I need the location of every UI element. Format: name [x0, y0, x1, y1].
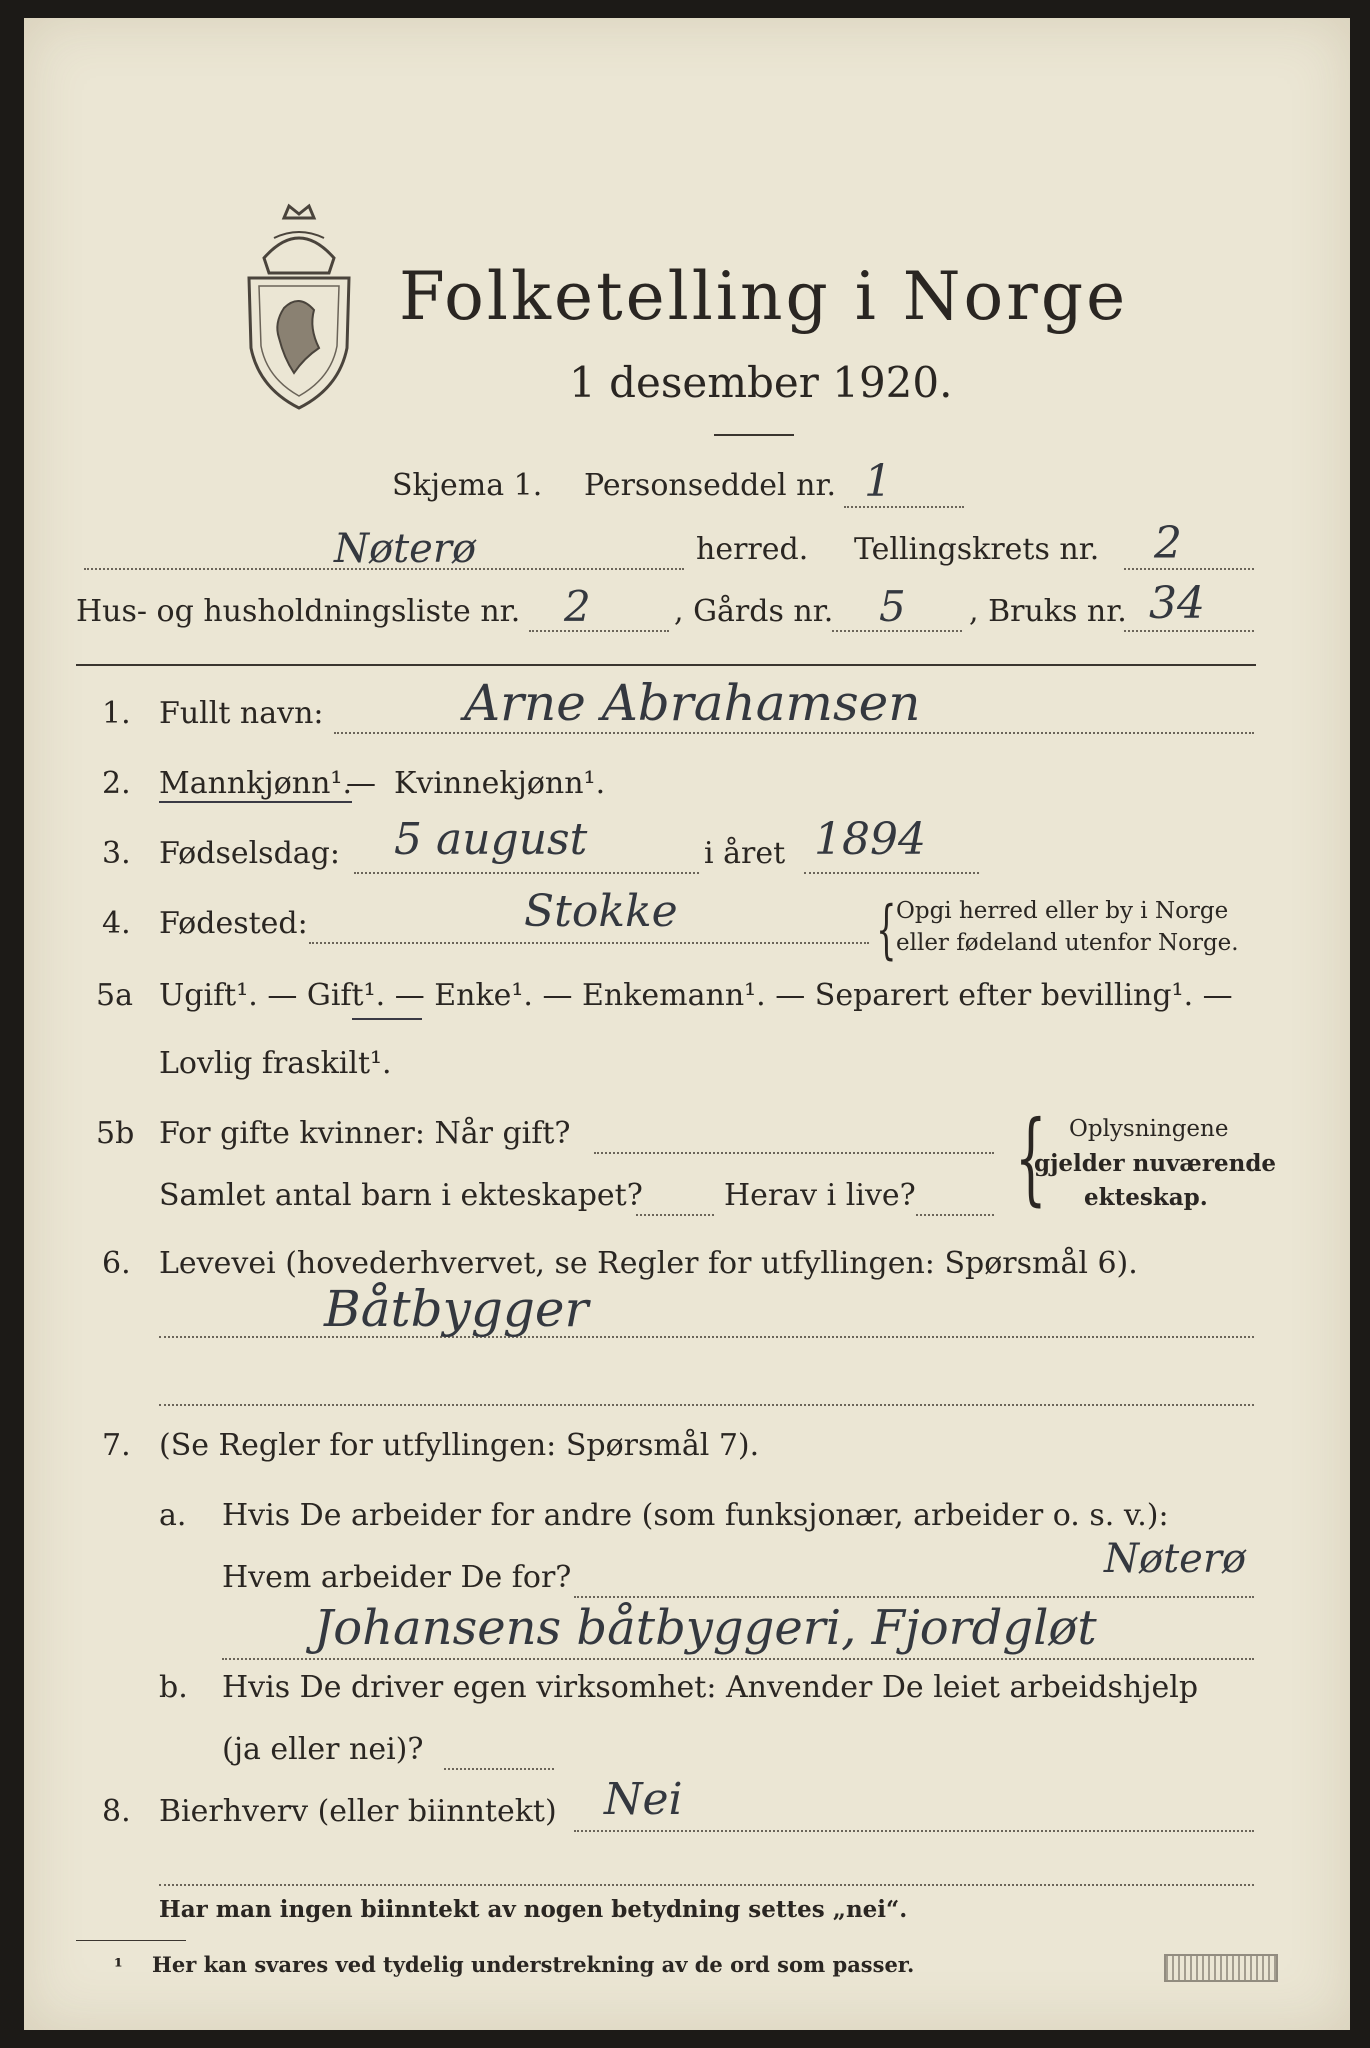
- q3-line: [354, 872, 699, 874]
- q4-brace: {: [876, 893, 897, 967]
- q3-label: Fødselsdag:: [159, 836, 340, 871]
- q8-number: 8.: [102, 1794, 131, 1829]
- footer-note: Har man ingen biinntekt av nogen betydning settes „nei“.: [159, 1896, 908, 1923]
- q7-number: 7.: [102, 1428, 131, 1463]
- herred-value[interactable]: Nøterø: [334, 526, 477, 572]
- q5b-label-1: For gifte kvinner: Når gift?: [159, 1116, 571, 1151]
- q3-year-label: i året: [704, 836, 786, 871]
- q3-birth-day[interactable]: 5 august: [394, 814, 588, 865]
- q7a-line-2: Hvem arbeider De for?: [222, 1560, 572, 1595]
- q7a-answer-line-1: [574, 1596, 1254, 1598]
- footnote-text: Her kan svares ved tydelig understrekning av de ord som passer.: [152, 1952, 915, 1977]
- q1-line: [334, 732, 1254, 734]
- q1-number: 1.: [102, 696, 131, 731]
- header-divider: [76, 664, 1256, 666]
- census-form: [24, 18, 1350, 2030]
- q8-side-income[interactable]: Nei: [604, 1774, 683, 1825]
- q4-number: 4.: [102, 906, 131, 941]
- q5a-number: 5a: [96, 978, 133, 1013]
- form-title: Folketelling i Norge: [399, 258, 1129, 335]
- q5b-number: 5b: [96, 1116, 135, 1151]
- q7b-line-2: (ja eller nei)?: [222, 1732, 424, 1767]
- herred-label: herred.: [696, 532, 809, 567]
- q6-occupation[interactable]: Båtbygger: [324, 1280, 589, 1338]
- q3-number: 3.: [102, 836, 131, 871]
- q5b-line-1: [594, 1152, 994, 1154]
- tellingskrets-label: Tellingskrets nr.: [854, 532, 1100, 567]
- q7a-employer-place[interactable]: Nøterø: [1104, 1536, 1247, 1582]
- q2-male[interactable]: Mannkjønn¹.: [159, 766, 352, 801]
- q6-label: Levevei (hovederhvervet, se Regler for utfyllingen: Spørsmål 6).: [159, 1246, 1138, 1281]
- q5b-label-3: Herav i live?: [724, 1178, 916, 1213]
- q7b-answer-line: [444, 1768, 554, 1770]
- husliste-value[interactable]: 2: [564, 582, 591, 631]
- q5a-options-cont[interactable]: Lovlig fraskilt¹.: [159, 1046, 392, 1081]
- q5b-note-1: Oplysningene: [1069, 1116, 1229, 1142]
- q7a-letter: a.: [159, 1498, 187, 1533]
- q3-year-line: [804, 872, 979, 874]
- q5b-note-2: gjelder nuværende: [1034, 1150, 1277, 1177]
- q7a-line-1: Hvis De arbeider for andre (som funksjonær, arbeider o. s. v.):: [222, 1498, 1169, 1533]
- q4-line: [309, 942, 869, 944]
- tellingskrets-line: [1124, 568, 1254, 570]
- q7b-line-1: Hvis De driver egen virksomhet: Anvender De leiet arbeidshjelp: [222, 1670, 1199, 1705]
- q5b-line-2: [636, 1214, 714, 1216]
- q6-line-2: [159, 1404, 1254, 1406]
- q4-label: Fødested:: [159, 906, 308, 941]
- q4-birthplace[interactable]: Stokke: [524, 886, 678, 937]
- census-date: 1 desember 1920.: [569, 358, 953, 407]
- gards-value[interactable]: 5: [879, 582, 906, 631]
- bruks-label: , Bruks nr.: [969, 594, 1127, 629]
- q2-number: 2.: [102, 766, 131, 801]
- coat-of-arms-icon: [229, 198, 369, 418]
- title-divider: [714, 434, 794, 436]
- q6-number: 6.: [102, 1246, 131, 1281]
- q7a-answer-line-2: [222, 1658, 1254, 1660]
- q5b-note-3: ekteskap.: [1084, 1184, 1208, 1211]
- q5a-options[interactable]: Ugift¹. — Gift¹. — Enke¹. — Enkemann¹. — Separert efter bevilling¹. —: [159, 978, 1233, 1013]
- q4-note-1: Opgi herred eller by i Norge: [896, 898, 1229, 924]
- q8-label: Bierhverv (eller biinntekt): [159, 1794, 557, 1829]
- husliste-line: [529, 630, 669, 632]
- q1-full-name[interactable]: Arne Abrahamsen: [464, 674, 921, 732]
- q1-label: Fullt navn:: [159, 696, 324, 731]
- tellingskrets-value[interactable]: 2: [1154, 518, 1182, 569]
- printer-stamp-icon: [1164, 1954, 1278, 1982]
- personseddel-value[interactable]: 1: [864, 456, 892, 507]
- gards-label: , Gårds nr.: [674, 594, 834, 629]
- q5b-line-3: [916, 1214, 994, 1216]
- q7a-employer[interactable]: Johansens båtbyggeri, Fjordgløt: [314, 1600, 1097, 1656]
- personseddel-line: [844, 506, 964, 508]
- personseddel-label: Personseddel nr.: [584, 468, 837, 503]
- q8-line-1: [574, 1830, 1254, 1832]
- bruks-value[interactable]: 34: [1149, 578, 1205, 629]
- q7b-letter: b.: [159, 1670, 188, 1705]
- q7-label: (Se Regler for utfyllingen: Spørsmål 7).: [159, 1428, 760, 1463]
- q8-line-2: [159, 1884, 1254, 1886]
- footnote-mark: ¹: [114, 1954, 123, 1978]
- footnote-divider: [76, 1940, 186, 1941]
- q3-birth-year[interactable]: 1894: [814, 814, 926, 865]
- bruks-line: [1124, 630, 1254, 632]
- husliste-label: Hus- og husholdningsliste nr.: [76, 594, 521, 629]
- q5b-brace: {: [1014, 1099, 1047, 1216]
- q4-note-2: eller fødeland utenfor Norge.: [896, 930, 1239, 956]
- q5b-label-2: Samlet antal barn i ekteskapet?: [159, 1178, 643, 1213]
- q2-separator: —: [346, 766, 376, 801]
- q2-female[interactable]: Kvinnekjønn¹.: [394, 766, 606, 801]
- q5a-gift-underline: [352, 1018, 422, 1020]
- skjema-label: Skjema 1.: [392, 468, 543, 503]
